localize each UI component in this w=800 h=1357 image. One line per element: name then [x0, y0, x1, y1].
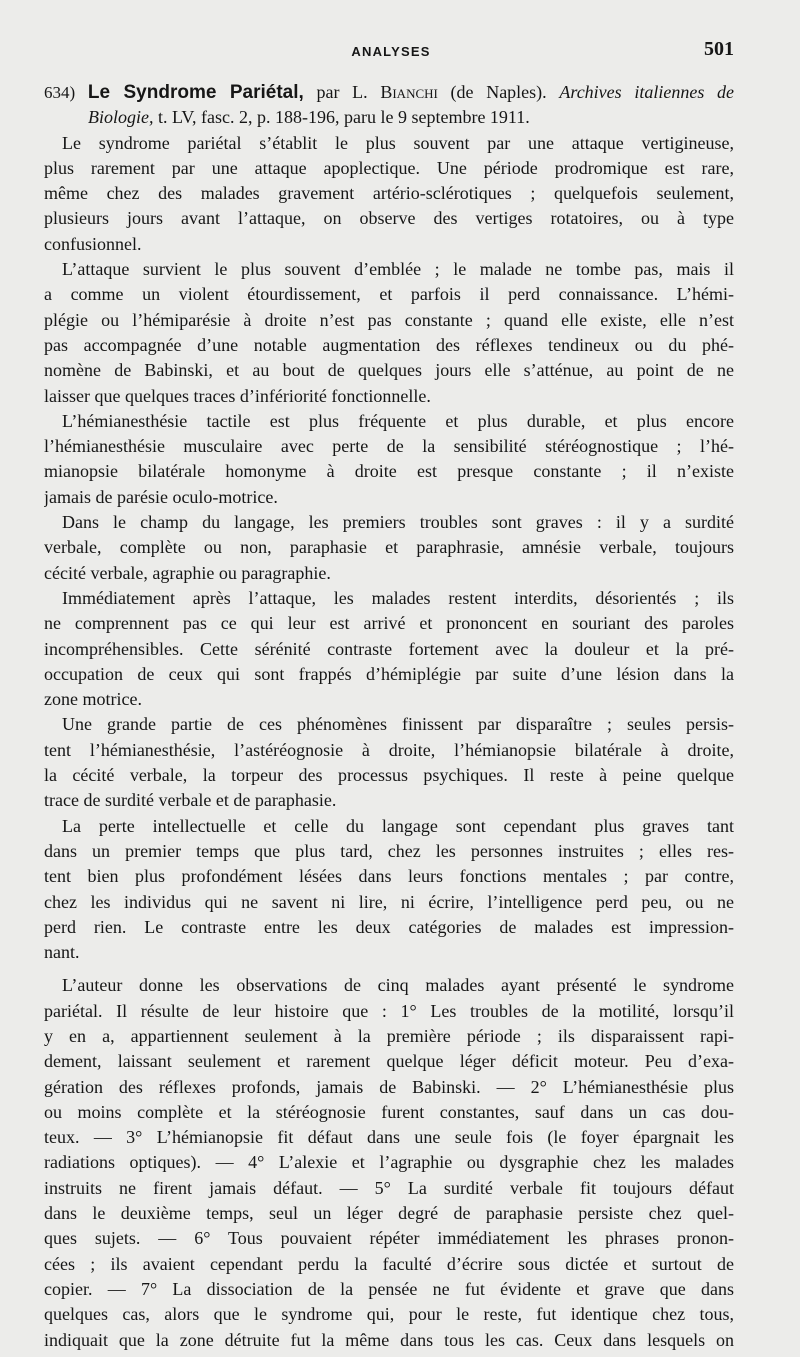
running-head — [48, 38, 734, 66]
text-line: L’attaque survient le plus souvent d’emblée ; le malade ne tombe pas, mais il — [62, 259, 734, 280]
text-line: a comme un violent étourdissement, et parfois il perd connaissance. L’hémi- — [44, 284, 734, 305]
text-line: L’auteur donne les observations de cinq malades ayant présenté le syndrome — [62, 975, 734, 996]
text-line: Immédiatement après l’attaque, les malades restent interdits, désorientés ; ils — [62, 587, 734, 608]
text-line: quelques cas, alors que le syndrome qui, pour le reste, fut identique chez tous, — [44, 1304, 734, 1325]
text-line: tent bien plus profondément lésées dans leurs fonctions mentales ; par contre, — [44, 866, 734, 887]
entry-journal: Archives italiennes de — [559, 82, 734, 102]
article-body — [44, 80, 734, 1353]
text-line: plus rarement par une attaque apoplectique. Une période prodromique est rare, — [44, 157, 734, 178]
text-line: Dans le champ du langage, les premiers troubles sont graves : il y a surdité — [62, 512, 734, 533]
text-line: ques sujets. — 6° Tous pouvaient répéter immédiatement les phrases pronon- — [44, 1228, 734, 1249]
text-line: pariétal. Il résulte de leur histoire que : 1° Les troubles de la motilité, lorsqu’il — [44, 1000, 734, 1021]
text-line: y en a, appartiennent seulement à la première période ; ils disparaissent rapi- — [44, 1025, 734, 1046]
text-line: verbale, complète ou non, paraphasie et paraphrasie, amnésie verbale, toujours — [44, 537, 734, 558]
section-name: ANALYSES — [351, 44, 431, 59]
entry-journal-cont: Biologie, — [88, 107, 154, 128]
text-line: dans le deuxième temps, seul un léger degré de paraphasie persiste chez quel- — [44, 1203, 734, 1224]
entry-heading — [44, 80, 734, 105]
text-line: perd rien. Le contraste entre les deux catégories de malades est impression- — [44, 916, 734, 937]
entry-title: Le Syndrome Pariétal, — [87, 82, 304, 103]
text-line: nant. — [44, 942, 80, 963]
text-line: ne comprennent pas ce qui leur est arrivé et prononcent en souriant des paroles — [44, 613, 734, 634]
text-line: pas accompagnée d’une notable augmentation des réflexes tendineux ou du phé- — [44, 334, 734, 355]
text-line: instruits ne firent jamais défaut. — 5° La surdité verbale fit toujours défaut — [44, 1177, 734, 1198]
paragraph-gap — [44, 965, 734, 973]
text-line: trace de surdité verbale et de paraphasie. — [44, 790, 337, 811]
text-line: tent l’hémianesthésie, l’astéréognosie à droite, l’hémianopsie bilatérale à droite, — [44, 739, 734, 760]
text-line: L’hémianesthésie tactile est plus fréquente et plus durable, et plus encore — [62, 410, 734, 431]
text-line: mianopsie bilatérale homonyme à droite est presque constante ; il n’existe — [44, 461, 734, 482]
text-line: ou moins complète et la stéréognosie furent constantes, sauf dans un cas dou- — [44, 1101, 734, 1122]
entry-number: 634) — [44, 83, 76, 102]
entry-author: Bianchi — [380, 82, 438, 102]
text-line: La perte intellectuelle et celle du langage sont cependant plus graves tant — [62, 815, 734, 836]
text-line: plégie ou l’hémiparésie à droite n’est pas constante ; quand elle existe, elle n’est — [44, 309, 734, 330]
text-line: incompréhensibles. Cette sérénité contraste fortement avec la douleur et la pré- — [44, 638, 734, 659]
page-number: 501 — [704, 38, 734, 60]
entry-citation-detail: t. LV, fasc. 2, p. 188-196, paru le 9 septembre 1911. — [153, 107, 530, 128]
text-line: l’hémianesthésie musculaire avec perte de la sensibilité stéréognostique ; l’hé- — [44, 436, 734, 457]
text-line: radiations optiques). — 4° L’alexie et l’agraphie ou dysgraphie chez les malades — [44, 1152, 734, 1173]
text-line: cées ; ils avaient cependant perdu la faculté d’écrire sous dictée et surtout de — [44, 1253, 734, 1274]
text-line: même chez des malades gravement artério-sclérotiques ; quelquefois seulement, — [44, 183, 734, 204]
text-line: Une grande partie de ces phénomènes finissent par disparaître ; seules persis- — [62, 714, 734, 735]
text-line: chez les individus qui ne savent ni lire, ni écrire, l’intelligence perd peu, ou ne — [44, 891, 734, 912]
entry-citation — [44, 105, 734, 130]
text-line: plusieurs jours avant l’attaque, on observe des vertiges rotatoires, ou à type — [44, 208, 734, 229]
text-line: dans un premier temps que plus tard, chez les personnes instruites ; elles res- — [44, 840, 734, 861]
text-line: nomène de Babinski, et au bout de quelques jours elle s’atténue, au point de ne — [44, 360, 734, 381]
text-line: cécité verbale, agraphie ou paragraphie. — [44, 562, 331, 583]
text-line: copier. — 7° La dissociation de la pensée ne fut évidente et grave que dans — [44, 1278, 734, 1299]
text-line: gération des réflexes profonds, jamais de Babinski. — 2° L’hémianesthésie plus — [44, 1076, 734, 1097]
text-line: occupation de ceux qui sont frappés d’hémiplégie par suite d’une lésion dans la — [44, 663, 734, 684]
text-line: jamais de parésie oculo-motrice. — [44, 486, 278, 507]
text-line: confusionnel. — [44, 233, 142, 254]
entry-affiliation: (de Naples). — [437, 82, 560, 102]
text-line: laisser que quelques traces d’infériorité fonctionnelle. — [44, 385, 431, 406]
text-line: teux. — 3° L’hémianopsie fit défaut dans une seule fois (le foyer épargnait les — [44, 1127, 734, 1148]
text-line: la cécité verbale, la torpeur des processus psychiques. Il reste à peine quelque — [44, 765, 734, 786]
entry-by: par L. — [303, 82, 381, 102]
text-line: indiquait que la zone détruite fut la même dans tous les cas. Ceux dans lesquels on — [44, 1329, 734, 1350]
text-line: Le syndrome pariétal s’établit le plus souvent par une attaque vertigineuse, — [62, 132, 734, 153]
text-line: dement, laissant seulement et rarement quelque léger déficit moteur. Peu d’exa- — [44, 1051, 734, 1072]
text-line: zone motrice. — [44, 689, 142, 710]
